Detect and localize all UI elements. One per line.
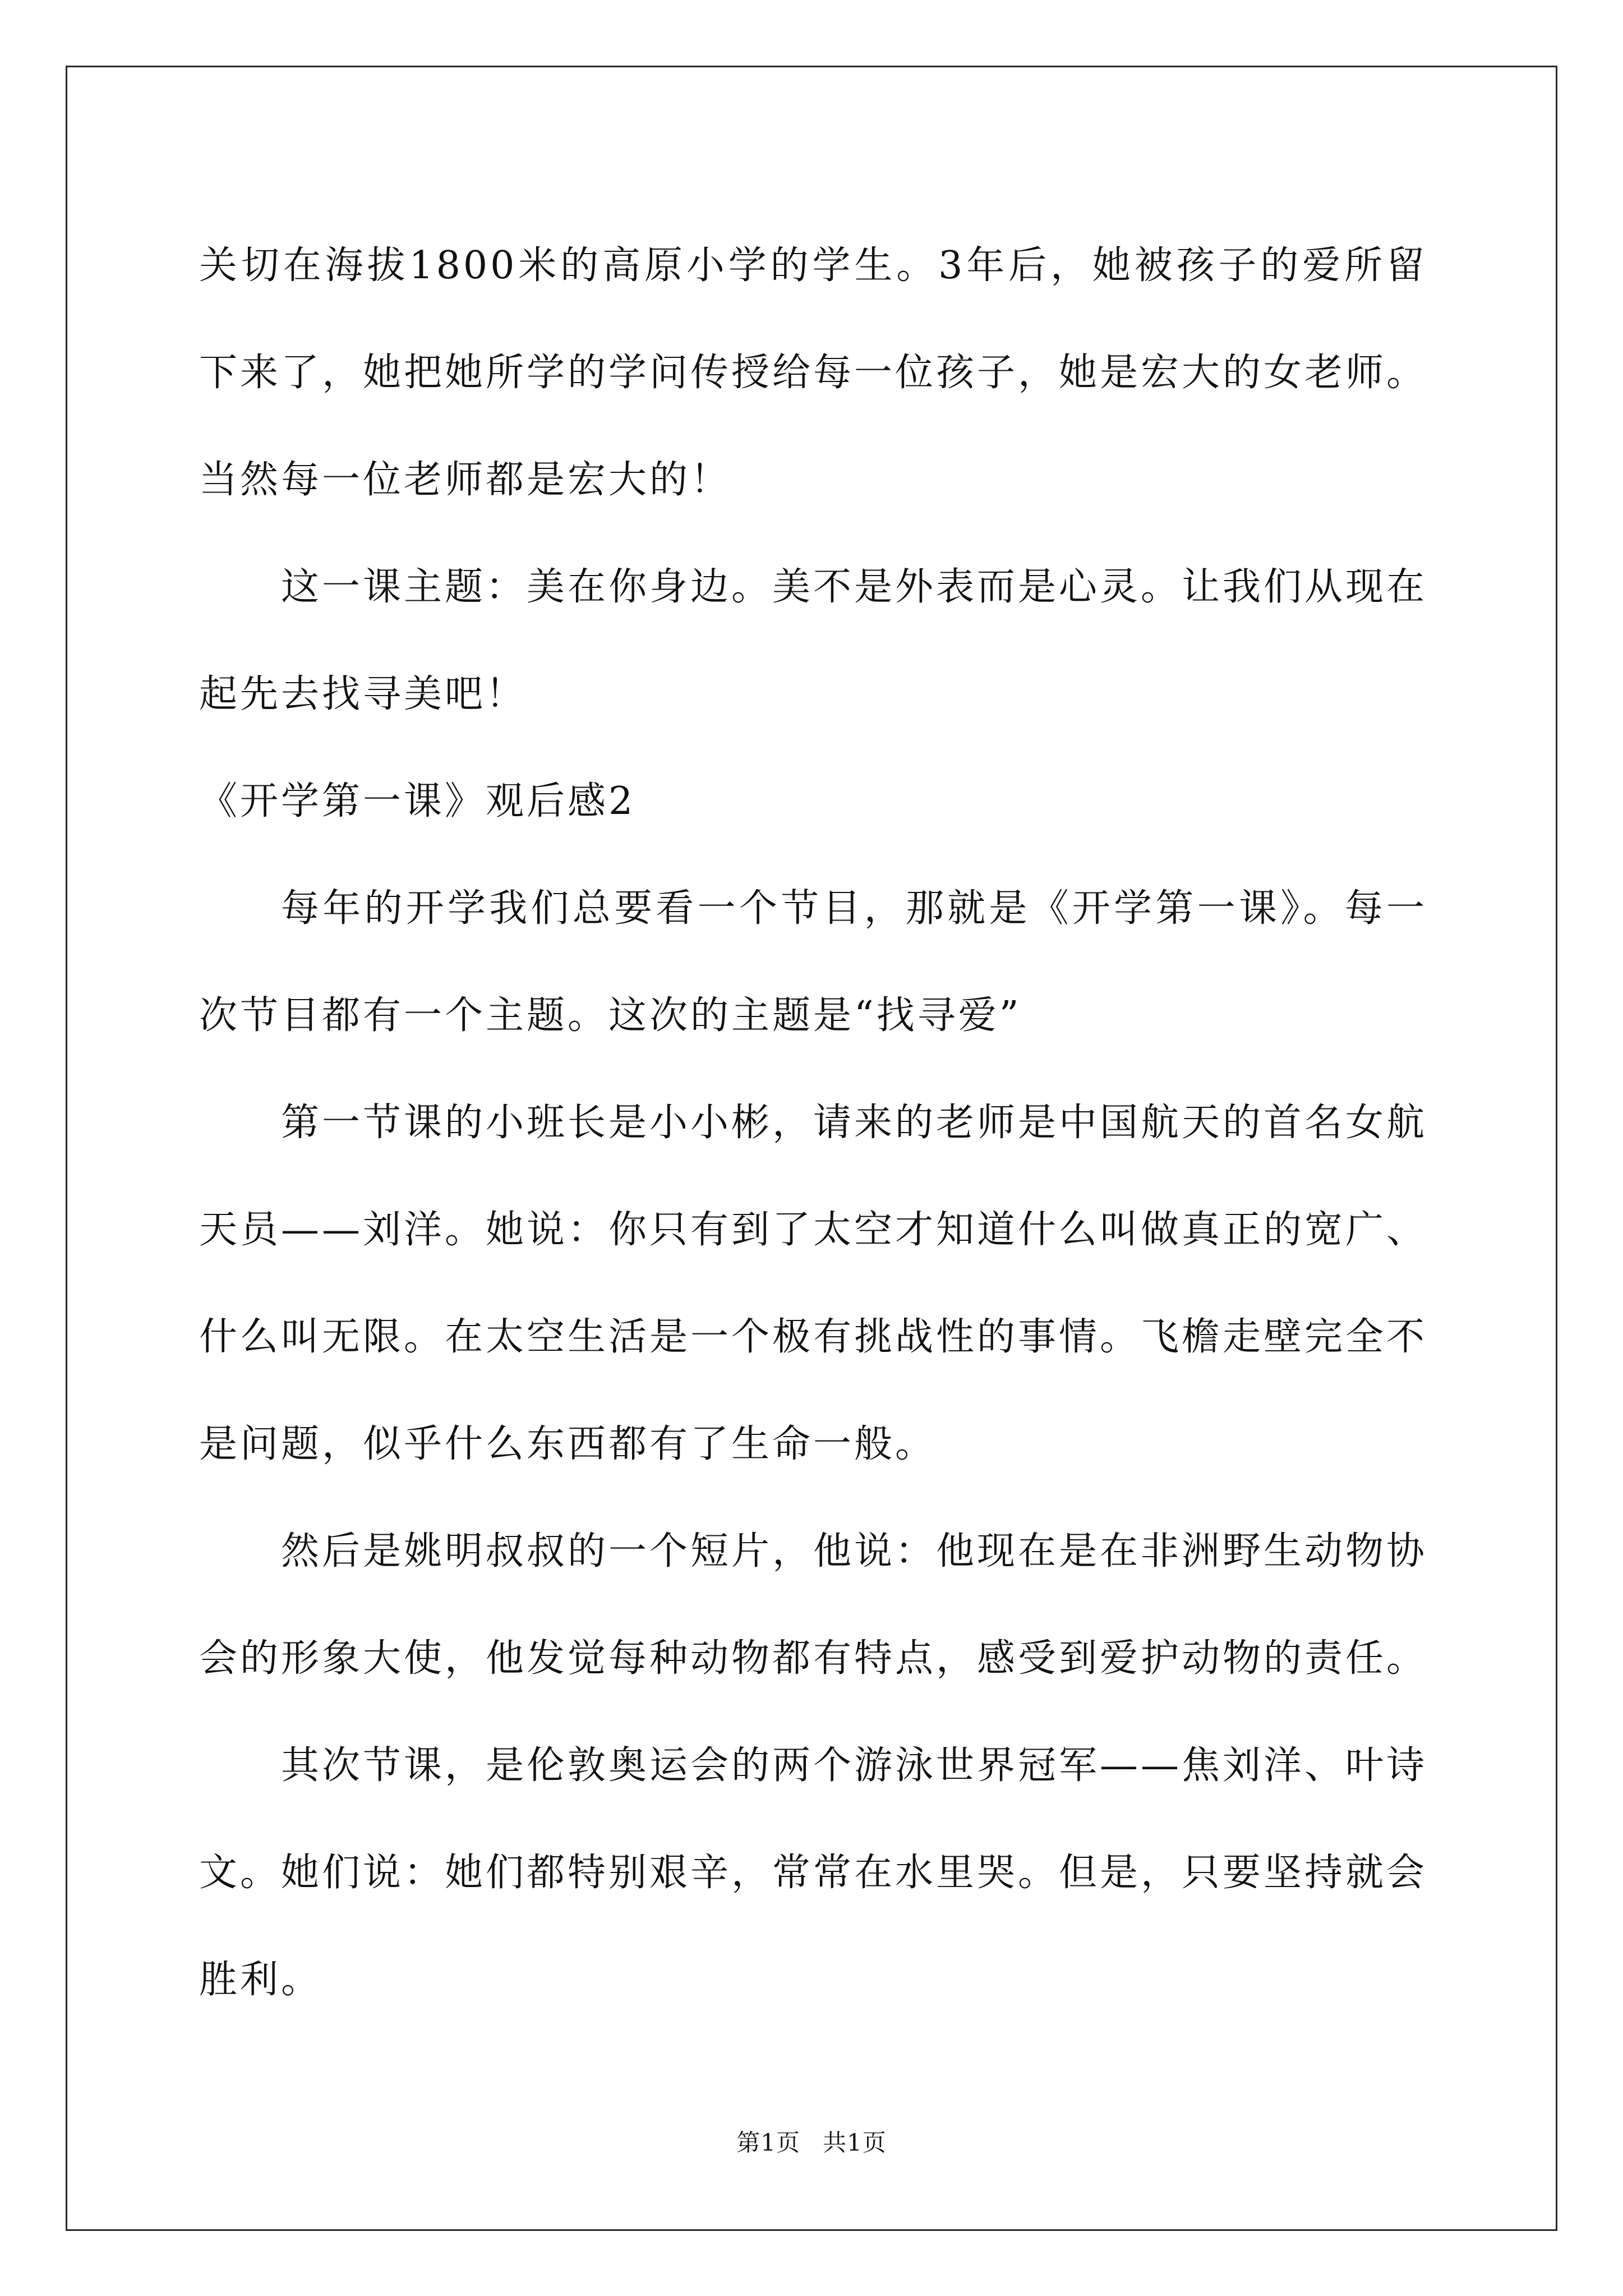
page-footer	[0, 2126, 1623, 2160]
paragraph-continuation: 关切在海拔1800米的高原小学的学生。3年后，她被孩子的爱所留下来了，她把她所学的学问传授给每一位孩子，她是宏大的女老师。当然每一位老师都是宏大的！	[199, 243, 1428, 502]
paragraph-theme: 这一课主题：美在你身边。美不是外表而是心灵。让我们从现在起先去找寻美吧！	[199, 565, 1428, 716]
paragraph-intro: 每年的开学我们总要看一个节目，那就是《开学第一课》。每一次节目都有一个主题。这次的主题是“找寻爱”	[199, 886, 1427, 1038]
document-body	[199, 212, 1427, 2033]
page-total: 共1页	[823, 2129, 887, 2156]
paragraph-second-lesson: 其次节课，是伦敦奥运会的两个游泳世界冠军——焦刘洋、叶诗文。她们说：她们都特别艰辛，常常在水里哭。但是，只要坚持就会胜利。	[199, 1743, 1428, 2002]
paragraph-yao-ming: 然后是姚明叔叔的一个短片，他说：他现在是在非洲野生动物协会的形象大使，他发觉每种动物都有特点，感受到爱护动物的责任。	[199, 1529, 1428, 1681]
paragraph-first-lesson: 第一节课的小班长是小小彬，请来的老师是中国航天的首名女航天员——刘洋。她说：你只有到了太空才知道什么叫做真正的宽广、什么叫无限。在太空生活是一个极有挑战性的事情。飞檐走壁完全不是问题，似乎什么东西都有了生命一般。	[199, 1101, 1428, 1466]
section-heading: 《开学第一课》观后感2	[199, 779, 636, 823]
page-number: 第1页	[736, 2129, 800, 2156]
